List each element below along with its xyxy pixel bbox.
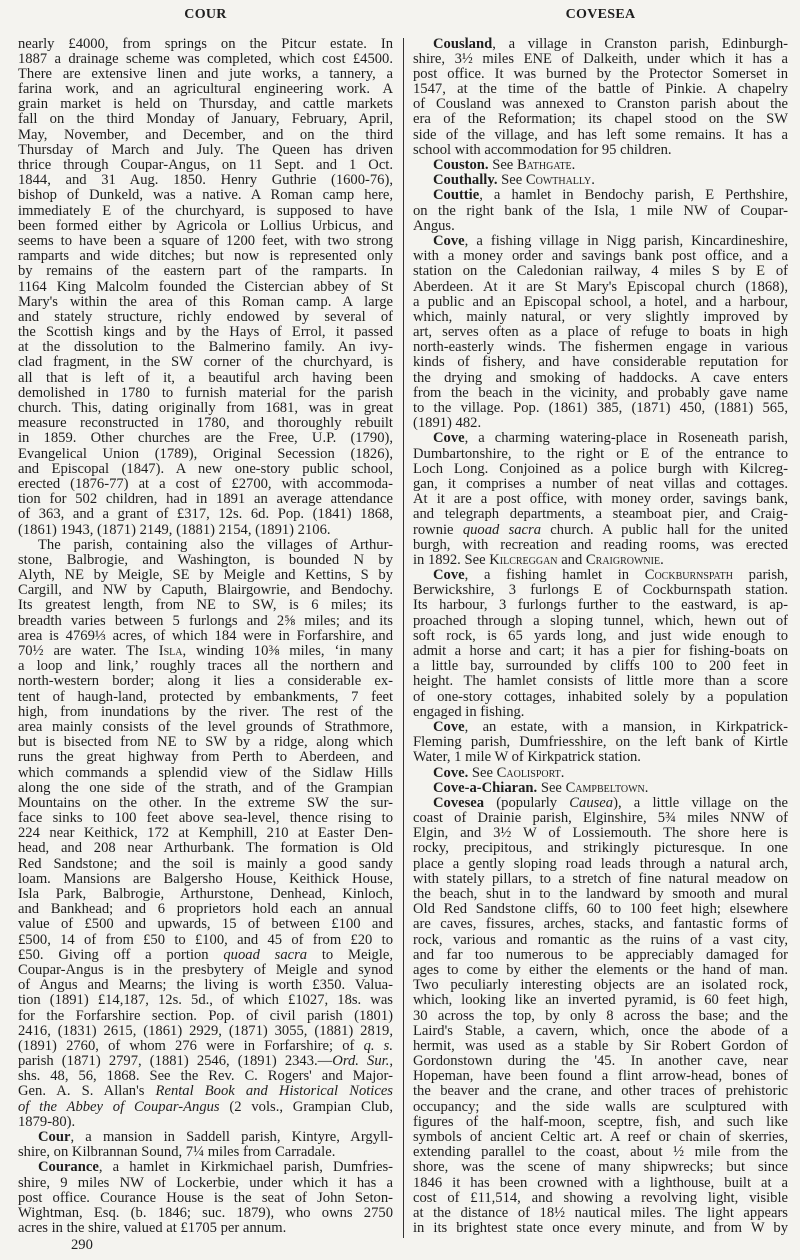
text-line: tion (1891) £14,187, 12s. 5d., of which £1027, 18s. was xyxy=(18,992,393,1009)
text-line: era of the Reformation; its chapel stood on the SW xyxy=(413,111,788,128)
italic-text: quoad sacra xyxy=(462,521,542,538)
text-line: Cour, a mansion in Saddell parish, Kintyre, Argyll- xyxy=(38,1129,393,1145)
text-line: extending parallel to the coast, about ½ mile from the xyxy=(413,1144,788,1161)
text-line: the Scottish kings and by the Hays of Errol, it passed xyxy=(18,324,393,341)
text-line: engaged in fishing. xyxy=(413,703,525,720)
text-line: church. This, dating originally from 1681, was in great xyxy=(18,400,393,416)
text-line: At it are a post office, with money order, savings bank, xyxy=(413,491,788,508)
text-line: been formed either by Agricola or Lollius Urbicus, and xyxy=(18,217,393,234)
text-line: school with accommodation for 95 children. xyxy=(413,141,672,158)
text-line: stone, Balbrogie, and Washington, is bounded N by xyxy=(18,551,393,568)
text-line: north-easterly winds. The fishermen engage in various xyxy=(413,339,788,356)
text-line: on the right bank of the Isla, 1 mile NW of Coupar- xyxy=(413,202,788,219)
text-line: which, mainly natural, or very slightly improved by xyxy=(413,308,788,325)
text-line: Aberdeen. At it are St Mary's Episcopal church (1868), xyxy=(413,278,788,295)
text-line: which, looking like an inverted pyramid, is 60 feet high, xyxy=(413,992,788,1009)
text-line: hermit, was used as a stable by Sir Robert Gordon of xyxy=(413,1037,788,1054)
text-line: Dumbartonshire, to the right or E of the entrance to xyxy=(413,445,788,462)
text-line: The parish, containing also the villages of Arthur- xyxy=(38,536,393,553)
italic-text: Ord. Sur. xyxy=(332,1053,390,1070)
text-line: Cousland, a village in Cranston parish, Edinburgh- xyxy=(433,35,788,52)
text-line: in 1892. See Kilcreggan and Craigrownie. xyxy=(413,551,664,568)
text-line: tent of haugh-land, protected by embankments, 7 feet xyxy=(18,688,393,705)
text-line: and Episcopal (1847). A new one-story public school, xyxy=(18,460,393,477)
text-line: rownie quoad sacra church. A public hall for the united xyxy=(413,521,788,538)
text-line: north-western border; along it lies a considerable ex- xyxy=(18,673,393,690)
text-line: gan, it comprises a number of neat villas and cottages. xyxy=(413,475,788,492)
text-line: bishop of Dunkeld, was a native. A Roman camp here, xyxy=(18,187,393,204)
text-line: cost of £11,514, and showing a revolving light, visible xyxy=(413,1189,788,1206)
text-line: thrice through Coupar-Angus, on 11 Sept. and 1 Oct. xyxy=(18,157,393,173)
cross-reference: Craigrownie xyxy=(585,551,661,568)
italic-text: of the Abbey of Coupar-Angus xyxy=(18,1098,220,1115)
text-line: a little bay, surrounded by cliffs 100 to 200 feet in xyxy=(413,658,788,675)
text-line: but is bisected from NE to SW by a ridge, along which xyxy=(18,734,393,751)
text-line: 1164 King Malcolm founded the Cistercian abbey of St xyxy=(18,278,393,295)
entry-paragraph xyxy=(18,37,393,538)
column-divider xyxy=(403,38,404,1238)
text-line: Cargill, and NW by Caputh, Blairgowrie, and Bendochy. xyxy=(18,582,393,599)
text-line: breadth varies between 5 furlongs and 2⅝ miles; and its xyxy=(18,612,393,629)
text-line: Covesea (popularly Causea), a little village on the xyxy=(433,794,788,811)
text-line: Its greatest length, from NE to SW, is 6 miles; its xyxy=(18,597,393,614)
entry-headword: Cove xyxy=(433,718,465,735)
text-line: height. The hamlet consists of little more than a score xyxy=(413,673,788,690)
text-line: Laird's Stable, a cavern, which, once the abode of a xyxy=(413,1022,788,1039)
entry-headword: Cove xyxy=(433,567,465,584)
text-line: loam. Mansions are Balgersho House, Keithick House, xyxy=(18,870,393,887)
text-line: area is 4769⅓ acres, of which 184 were in Forfarshire, and xyxy=(18,627,393,644)
text-line: Couttie, a hamlet in Bendochy parish, E Perthshire, xyxy=(433,187,788,204)
text-line: There are extensive linen and jute works, a tannery, a xyxy=(18,65,393,82)
text-line: admit a horse and cart; it has a pier for fishing-boats on xyxy=(413,643,788,659)
text-line: the beaver and the crane, and other traces of prehistoric xyxy=(413,1083,788,1100)
text-line: in its brightest state once every minute, and from W by xyxy=(413,1220,788,1237)
text-line: Angus. xyxy=(413,217,455,234)
text-line: symbols of ancient Celtic art. A reef or chain of skerries, xyxy=(413,1129,788,1145)
text-line: value of £500 and upwards, 15 of between £100 and xyxy=(18,916,393,933)
text-line: £500, 14 of from £50 to £100, and 45 of from £20 to xyxy=(18,931,393,948)
text-line: Cove, a fishing hamlet in Cockburnspath parish, xyxy=(433,567,788,584)
text-line: ages to come by either the elements or the hand of man. xyxy=(413,961,788,978)
text-line: Water, 1 mile W of Kirkpatrick station. xyxy=(413,749,641,766)
text-line: 70½ are water. The Isla, winding 10⅜ miles, ‘in many xyxy=(18,643,394,659)
text-line: £50. Giving off a portion quoad sacra to Meigle, xyxy=(18,946,393,963)
text-line: coast of Drainie parish, Elginshire, 5¾ miles NNW of xyxy=(413,810,788,827)
text-line: tion for 502 children, had in 1891 an average attendance xyxy=(18,491,393,508)
text-line: with stately pillars, to a stretch of fine natural meadow on xyxy=(413,870,788,887)
text-line: (1891) 482. xyxy=(413,415,482,432)
text-line: all that is left of it, a beautiful arch having been xyxy=(18,369,393,386)
text-line: and far too numerous to be appreciably damaged for xyxy=(413,946,788,963)
text-line: immediately E of the churchyard, is supposed to have xyxy=(18,202,393,219)
text-line: Cove, an estate, with a mansion, in Kirkpatrick- xyxy=(433,718,788,735)
text-line: in 1859. Other churches are the Free, U.P. (1790), xyxy=(18,430,393,447)
italic-text: q. s. xyxy=(363,1037,394,1054)
text-line: 1887 a drainage scheme was completed, which cost £4500. xyxy=(18,50,393,67)
entry-paragraph xyxy=(413,173,788,188)
text-line: 1844, and 31 Aug. 1850. Henry Guthrie (1600-76), xyxy=(18,172,393,189)
text-line: Gordonstown during the '45. In another cave, near xyxy=(413,1053,788,1070)
text-line: of one-story cottages, inhabited solely by a population xyxy=(413,688,788,705)
text-line: post office. It was burned by the Protector Somerset in xyxy=(413,65,788,82)
text-line: the beach, shut in to the landward by smooth and mural xyxy=(413,886,788,902)
text-line: grain market is held on Thursday, and cattle markets xyxy=(18,96,393,113)
entry-headword: Couttie xyxy=(433,187,480,204)
italic-text: Causea xyxy=(569,794,614,811)
running-head-left: COUR xyxy=(184,7,227,22)
text-line: Its harbour, 3 furlongs further to the eastward, is ap- xyxy=(413,597,788,614)
text-line: the drying and smoking of haddocks. A cave enters xyxy=(413,369,788,386)
entry-headword: Couston. xyxy=(433,157,489,173)
entry-headword: Cove-a-Chiaran. xyxy=(433,779,538,796)
text-line: Wightman, Esq. (b. 1846; suc. 1879), who owns 2750 xyxy=(18,1204,393,1221)
text-line: side of the village, and has left some remains. It has a xyxy=(413,126,788,143)
text-line: demolished in 1780 to furnish material for the parish xyxy=(18,384,393,401)
text-line: (1891) 2760, of whom 276 were in Forfarshire; of q. s. xyxy=(18,1037,394,1054)
text-line: Evangelical Union (1789), Original Secession (1826), xyxy=(18,445,393,462)
text-line: of 363, and a grant of £317, 12s. 6d. Pop. (1841) 1868, xyxy=(18,506,393,523)
text-line: Coupar-Angus is in the presbytery of Meigle and synod xyxy=(18,961,393,978)
text-line: Cove, a fishing village in Nigg parish, Kincardineshire, xyxy=(433,232,788,249)
text-line: are caves, fissures, arches, stacks, and fantastic forms of xyxy=(413,916,788,933)
text-line: Elgin, and 3½ W of Lossiemouth. The shore here is xyxy=(413,825,788,842)
text-line: rock, various and romantic as the ruins of a vast city, xyxy=(413,931,788,948)
text-line: post office. Courance House is the seat of John Seton- xyxy=(18,1189,393,1206)
text-line: Red Sandstone; and the soil is mainly a good sandy xyxy=(18,855,393,872)
italic-text: Rental Book and Historical Notices xyxy=(155,1083,393,1100)
text-line: shs. 48, 56, 1868. See the Rev. C. Rogers' and Major- xyxy=(18,1068,393,1085)
entry-paragraph xyxy=(413,234,788,431)
text-line: parish (1871) 2797, (1881) 2546, (1891) 2343.—Ord. Sur., xyxy=(18,1053,393,1070)
entry-paragraph xyxy=(413,796,788,1236)
text-line: Courance, a hamlet in Kirkmichael parish, Dumfries- xyxy=(38,1159,393,1176)
text-line: clad fragment, in the SW corner of the churchyard, is xyxy=(18,354,393,371)
cross-reference: Kilcreggan xyxy=(489,551,558,568)
text-line: fall on the third Monday of January, February, April, xyxy=(18,111,393,128)
text-line: acres in the shire, valued at £1705 per annum. xyxy=(18,1220,287,1237)
entry-paragraph xyxy=(18,1130,393,1160)
text-line: Thursday of March and July. The Queen has driven xyxy=(18,141,393,158)
text-line: to the village. Pop. (1861) 385, (1871) 450, (1881) 565, xyxy=(413,400,788,416)
text-line: high, from inundations by the river. The rest of the xyxy=(18,703,393,720)
text-line: Two peculiarly interesting objects are an isolated rock, xyxy=(413,977,788,994)
text-line: Isla Park, Balbrogie, Arthurstone, Denhead, Kinloch, xyxy=(18,886,393,902)
text-line: of Cousland was annexed to Cranston parish about the xyxy=(413,96,788,113)
text-line: and Bankhead; and 6 proprietors hold each an annual xyxy=(18,901,393,918)
text-line: Couthally. See Cowthally. xyxy=(433,172,595,189)
text-line: proached through a sloping tunnel, which, hewn out of xyxy=(413,612,788,629)
text-line: Cove-a-Chiaran. See Campbeltown. xyxy=(433,779,649,796)
text-line: and stately structure, richly endowed by several of xyxy=(18,308,393,325)
entry-paragraph xyxy=(413,781,788,796)
text-line: kinds of fishery, and have considerable reputation for xyxy=(413,354,788,371)
text-line: face sinks to 100 feet above sea-level, thence rising to xyxy=(18,810,393,827)
text-line: along the one side of the strath, and of the Grampian xyxy=(18,779,393,796)
page-number: 290 xyxy=(71,1237,93,1253)
text-line: figures of the half-moon, sceptre, fish, and such like xyxy=(413,1113,788,1130)
text-line: from the beach in the vicinity, and probably gave name xyxy=(413,384,788,401)
entry-paragraph xyxy=(413,37,788,159)
entry-paragraph xyxy=(413,568,788,720)
text-line: seems to have been a square of 1200 feet, with two strong xyxy=(18,232,393,249)
cross-reference: Campbeltown xyxy=(565,779,645,796)
text-line: Berwickshire, 3 furlongs E of Cockburnspath station. xyxy=(413,582,788,599)
text-line: ramparts and wide ditches; but now is represented only xyxy=(18,248,393,265)
text-line: erected (1876-77) at a cost of £2700, with accommoda- xyxy=(18,475,393,492)
text-line: Mary's within the area of this Roman camp. A large xyxy=(18,293,393,310)
text-line: Loch Long. Conjoined as a police burgh with Kilcreg- xyxy=(413,460,788,477)
text-line: 1846 it has been crowned with a lighthouse, built at a xyxy=(413,1174,788,1191)
text-line: Couston. See Bathgate. xyxy=(433,157,576,173)
right-column xyxy=(413,37,788,1237)
text-line: at the distance of 18½ nautical miles. The light appears xyxy=(413,1204,788,1221)
entry-headword: Cove xyxy=(433,430,465,447)
text-line: runs the great highway from Perth to Aberdeen, and xyxy=(18,749,393,766)
text-line: Gen. A. S. Allan's Rental Book and Historical Notices xyxy=(18,1083,393,1100)
text-line: Cove. See Caolisport. xyxy=(433,764,565,781)
left-column xyxy=(18,37,393,1237)
text-line: 224 near Keithick, 172 at Kemphill, 210 at Easter Den- xyxy=(18,825,393,842)
text-line: by remains of the eastern part of the ramparts. In xyxy=(18,263,393,280)
entry-paragraph xyxy=(413,720,788,766)
text-line: Old Red Sandstone cliffs, 60 to 100 feet high; elsewhere xyxy=(413,901,788,918)
text-line: Hopeman, have been found a flint arrow-head, bones of xyxy=(413,1068,788,1085)
text-line: at the dissolution to the Balmerino family. An ivy- xyxy=(18,339,393,356)
entry-headword: Couthally. xyxy=(433,172,498,189)
cross-reference: Caolisport xyxy=(496,764,561,781)
text-line: farina work, and an agricultural engineering work. A xyxy=(18,81,393,98)
text-line: of the Abbey of Coupar-Angus (2 vols., Grampian Club, xyxy=(18,1098,393,1115)
text-line: occupancy; and the side walls are sculptured with xyxy=(413,1098,788,1115)
text-line: with a money order and savings bank post office, and a xyxy=(413,248,788,265)
text-line: 1879-80). xyxy=(18,1113,76,1130)
text-line: for the Forfarshire section. Pop. of civil parish (1801) xyxy=(18,1007,393,1024)
text-line: a public and an Episcopal school, a hotel, and a harbour, xyxy=(413,293,788,310)
text-line: burgh, with recreation and reading rooms, was erected xyxy=(413,536,788,553)
text-line: of Angus and Mearns; the living is worth £350. Valua- xyxy=(18,977,393,994)
entry-headword: Cove xyxy=(433,232,465,249)
cross-reference: Bathgate xyxy=(516,157,572,173)
text-line: art, serves often as a place of refuge to boats in high xyxy=(413,324,788,341)
text-line: shore, was the scene of many shipwrecks; but since xyxy=(413,1159,788,1176)
text-line: Fleming parish, Dumfriesshire, on the left bank of Kirtle xyxy=(413,734,788,751)
text-line: shire, 3½ miles ENE of Dalkeith, under which it has a xyxy=(413,50,788,67)
text-line: Mountains on the other. In the extreme SW the sur- xyxy=(18,794,393,811)
entry-paragraph xyxy=(18,538,393,1130)
running-head-right: COVESEA xyxy=(565,7,636,22)
text-line: measure reconstructed in 1780, and thoroughly rebuilt xyxy=(18,415,393,432)
entry-paragraph xyxy=(18,1160,393,1236)
cross-reference: Cockburnspath xyxy=(644,567,733,584)
cross-reference: Cowthally xyxy=(525,172,592,189)
entry-paragraph xyxy=(413,158,788,173)
entry-headword: Cove. xyxy=(433,764,469,781)
text-line: (1861) 1943, (1871) 2149, (1881) 2154, (1891) 2106. xyxy=(18,521,331,538)
text-line: 30 across the top, by only 8 across the base; and the xyxy=(413,1007,788,1024)
italic-text: quoad sacra xyxy=(223,946,308,963)
text-line: station on the Caledonian railway, 4 miles S by E of xyxy=(413,263,788,280)
text-line: soft rock, is 65 yards long, and just wide enough to xyxy=(413,627,788,644)
cross-reference: Isla xyxy=(158,643,183,659)
text-line: head, and 208 near Arthurbank. The formation is Old xyxy=(18,840,393,857)
entry-headword: Cour xyxy=(38,1129,71,1145)
entry-headword: Courance xyxy=(38,1159,99,1176)
entry-paragraph xyxy=(413,766,788,781)
text-line: May, November, and December, and on the third xyxy=(18,126,393,143)
entry-headword: Cousland xyxy=(433,35,493,52)
entry-paragraph xyxy=(413,431,788,568)
text-line: 1547, at the time of the battle of Pinkie. A chapelry xyxy=(413,81,788,98)
text-line: shire, 9 miles NW of Lockerbie, under which it has a xyxy=(18,1174,393,1191)
text-line: and telegraph departments, a steamboat pier, and Craig- xyxy=(413,506,788,523)
text-line: a loop and link,’ roughly traces all the northern and xyxy=(18,658,393,675)
entry-paragraph xyxy=(413,188,788,234)
text-line: 2416, (1831) 2615, (1861) 2929, (1871) 3055, (1881) 2819, xyxy=(18,1022,393,1039)
text-line: place a gently sloping road leads through a natural arch, xyxy=(413,855,788,872)
text-line: Alyth, NE by Meigle, SE by Meigle and Kettins, S by xyxy=(18,567,393,584)
text-line: area mainly consists of the level grounds of Strathmore, xyxy=(18,718,393,735)
text-line: Cove, a charming watering-place in Roseneath parish, xyxy=(433,430,788,447)
text-line: which commands a splendid view of the Sidlaw Hills xyxy=(18,764,393,781)
text-line: shire, on Kilbrannan Sound, 7¼ miles from Carradale. xyxy=(18,1144,336,1161)
text-line: nearly £4000, from springs on the Pitcur estate. In xyxy=(18,35,393,52)
entry-headword: Covesea xyxy=(433,794,485,811)
text-line: rocky, precipitous, and strikingly picturesque. In one xyxy=(413,840,788,857)
